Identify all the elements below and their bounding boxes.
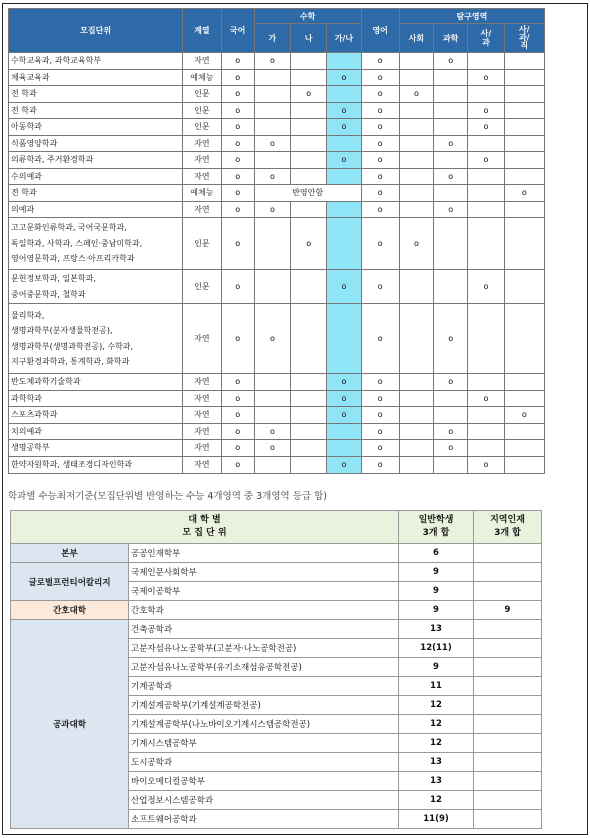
math-gana-mark <box>327 423 361 440</box>
math-ga-mark <box>254 374 290 391</box>
header-math-gana: 가/나 <box>327 24 361 53</box>
regional-score-cell <box>474 639 542 658</box>
social-mark <box>399 69 433 86</box>
unit-cell: 과학학과 <box>9 390 183 407</box>
math-na-mark <box>291 53 327 70</box>
table-row <box>9 86 545 103</box>
department-cell: 소프트웨어공학과 <box>129 810 399 829</box>
table-row <box>9 168 545 185</box>
sa-gwa-mark <box>468 423 504 440</box>
field-cell: 예체능 <box>183 185 221 202</box>
math-ga-mark <box>254 86 290 103</box>
unit-cell: 아동학과 <box>9 119 183 136</box>
math-ga-mark <box>254 456 290 473</box>
unit-cell: 문헌정보학과, 일본학과, 중어중문학과, 철학과 <box>9 270 183 304</box>
table-row <box>9 440 545 457</box>
math-gana-mark <box>327 440 361 457</box>
math-na-mark <box>291 119 327 136</box>
general-score-cell: 13 <box>399 753 474 772</box>
table-row <box>9 390 545 407</box>
sa-gwa-jik-mark <box>504 270 544 304</box>
sa-gwa-mark: o <box>468 390 504 407</box>
table-row <box>11 563 542 582</box>
english-mark: o <box>361 390 399 407</box>
regional-score-cell <box>474 734 542 753</box>
header-sa-gwa-jik: 사/ 과/ 직 <box>504 24 544 53</box>
math-gana-mark: o <box>327 374 361 391</box>
table-row <box>9 374 545 391</box>
math-na-mark <box>291 201 327 218</box>
english-mark: o <box>361 185 399 202</box>
general-score-cell: 13 <box>399 620 474 639</box>
regional-score-cell <box>474 620 542 639</box>
math-na-mark <box>291 69 327 86</box>
general-score-cell: 9 <box>399 658 474 677</box>
regional-score-cell <box>474 753 542 772</box>
header-science: 과학 <box>434 24 468 53</box>
sa-gwa-mark: o <box>468 456 504 473</box>
sa-gwa-jik-mark <box>504 374 544 391</box>
social-mark: o <box>399 218 433 270</box>
table-row <box>9 119 545 136</box>
science-mark <box>434 86 468 103</box>
math-na-mark <box>291 168 327 185</box>
general-score-cell: 9 <box>399 582 474 601</box>
field-cell: 인문 <box>183 102 221 119</box>
field-cell: 자연 <box>183 304 221 374</box>
college-cell: 간호대학 <box>11 601 129 620</box>
table-row <box>9 456 545 473</box>
general-score-cell: 11 <box>399 677 474 696</box>
english-mark: o <box>361 218 399 270</box>
math-gana-mark: o <box>327 456 361 473</box>
header-korean: 국어 <box>221 9 254 53</box>
field-cell: 자연 <box>183 168 221 185</box>
unit-cell: 반도체과학기술학과 <box>9 374 183 391</box>
department-cell: 고분자섬유나노공학부(고분자·나노공학전공) <box>129 639 399 658</box>
sa-gwa-mark <box>468 304 504 374</box>
unit-cell: 의류학과, 주거환경학과 <box>9 152 183 169</box>
college-cell: 본부 <box>11 544 129 563</box>
regional-score-cell <box>474 658 542 677</box>
header-math: 수학 <box>254 9 361 24</box>
korean-mark: o <box>221 390 254 407</box>
math-ga-mark: o <box>254 168 290 185</box>
math-ga-mark <box>254 407 290 424</box>
sa-gwa-mark <box>468 407 504 424</box>
science-mark: o <box>434 423 468 440</box>
header-english: 영어 <box>361 9 399 53</box>
sa-gwa-mark: o <box>468 119 504 136</box>
english-mark: o <box>361 102 399 119</box>
sa-gwa-jik-mark <box>504 53 544 70</box>
regional-score-cell <box>474 772 542 791</box>
sa-gwa-jik-mark <box>504 69 544 86</box>
table-row <box>11 601 542 620</box>
social-mark <box>399 456 433 473</box>
social-mark <box>399 407 433 424</box>
field-cell: 자연 <box>183 423 221 440</box>
unit-cell: 의예과 <box>9 201 183 218</box>
field-cell: 자연 <box>183 374 221 391</box>
math-na-mark <box>291 135 327 152</box>
department-cell: 기계설계공학부(나노바이오기계시스템공학전공) <box>129 715 399 734</box>
field-cell: 자연 <box>183 456 221 473</box>
korean-mark: o <box>221 456 254 473</box>
header-college-unit: 대 학 별 모 집 단 위 <box>11 511 399 544</box>
korean-mark: o <box>221 201 254 218</box>
college-cell: 글로벌프런티어칼리지 <box>11 563 129 601</box>
korean-mark: o <box>221 135 254 152</box>
math-gana-mark <box>327 168 361 185</box>
field-cell: 인문 <box>183 218 221 270</box>
math-na-mark <box>291 374 327 391</box>
science-mark <box>434 218 468 270</box>
korean-mark: o <box>221 102 254 119</box>
science-mark: o <box>434 53 468 70</box>
math-na-mark <box>291 440 327 457</box>
science-mark: o <box>434 374 468 391</box>
field-cell: 자연 <box>183 135 221 152</box>
general-score-cell: 12 <box>399 715 474 734</box>
unit-cell: 전 학과 <box>9 86 183 103</box>
math-gana-mark <box>327 218 361 270</box>
science-mark: o <box>434 135 468 152</box>
english-mark: o <box>361 456 399 473</box>
math-ga-mark <box>254 102 290 119</box>
sa-gwa-jik-mark <box>504 456 544 473</box>
sa-gwa-jik-mark <box>504 423 544 440</box>
unit-cell: 물리학과, 생명과학부(분자생물학전공), 생명과학부(생명과학전공), 수학과, 지구환경과학과, 통계학과, 화학과 <box>9 304 183 374</box>
math-ga-mark: o <box>254 201 290 218</box>
math-gana-mark: o <box>327 69 361 86</box>
sa-gwa-mark <box>468 440 504 457</box>
table-row <box>9 135 545 152</box>
department-cell: 간호학과 <box>129 601 399 620</box>
math-ga-mark <box>254 390 290 407</box>
social-mark <box>399 168 433 185</box>
table-row <box>11 544 542 563</box>
sa-gwa-jik-mark <box>504 119 544 136</box>
general-score-cell: 9 <box>399 601 474 620</box>
field-cell: 자연 <box>183 201 221 218</box>
regional-score-cell <box>474 715 542 734</box>
general-score-cell: 12 <box>399 696 474 715</box>
math-gana-mark: o <box>327 152 361 169</box>
science-mark <box>434 102 468 119</box>
korean-mark: o <box>221 407 254 424</box>
math-ga-mark: o <box>254 440 290 457</box>
math-ga-mark: o <box>254 304 290 374</box>
korean-mark: o <box>221 168 254 185</box>
math-ga-mark <box>254 218 290 270</box>
department-cell: 기계시스템공학부 <box>129 734 399 753</box>
regional-score-cell <box>474 563 542 582</box>
math-gana-mark: o <box>327 102 361 119</box>
sa-gwa-jik-mark <box>504 168 544 185</box>
math-merged-cell: 반영안함 <box>254 185 361 202</box>
korean-mark: o <box>221 53 254 70</box>
header-math-ga: 가 <box>254 24 290 53</box>
science-mark <box>434 270 468 304</box>
english-mark: o <box>361 440 399 457</box>
field-cell: 인문 <box>183 86 221 103</box>
math-gana-mark <box>327 135 361 152</box>
korean-mark: o <box>221 218 254 270</box>
sa-gwa-mark <box>468 86 504 103</box>
science-mark: o <box>434 201 468 218</box>
math-na-mark <box>291 456 327 473</box>
math-na-mark <box>291 270 327 304</box>
table-row <box>9 423 545 440</box>
table-row <box>9 185 545 202</box>
science-mark: o <box>434 440 468 457</box>
general-score-cell: 13 <box>399 772 474 791</box>
sa-gwa-jik-mark <box>504 218 544 270</box>
department-cell: 국제인문사회학부 <box>129 563 399 582</box>
sa-gwa-jik-mark <box>504 440 544 457</box>
table-row <box>9 201 545 218</box>
table-row <box>9 407 545 424</box>
sa-gwa-mark <box>468 135 504 152</box>
field-cell: 인문 <box>183 270 221 304</box>
regional-score-cell <box>474 791 542 810</box>
department-cell: 산업정보시스템공학과 <box>129 791 399 810</box>
sa-gwa-mark <box>468 201 504 218</box>
general-score-cell: 12 <box>399 791 474 810</box>
sa-gwa-mark <box>468 168 504 185</box>
sa-gwa-mark <box>468 185 504 202</box>
unit-cell: 수의예과 <box>9 168 183 185</box>
english-mark: o <box>361 168 399 185</box>
english-mark: o <box>361 304 399 374</box>
sa-gwa-jik-mark <box>504 201 544 218</box>
korean-mark: o <box>221 86 254 103</box>
unit-cell: 치의예과 <box>9 423 183 440</box>
sa-gwa-jik-mark <box>504 135 544 152</box>
social-mark <box>399 390 433 407</box>
math-na-mark <box>291 102 327 119</box>
table-row <box>9 270 545 304</box>
korean-mark: o <box>221 270 254 304</box>
header-sa-gwa: 사/ 과 <box>468 24 504 53</box>
science-mark: o <box>434 304 468 374</box>
math-ga-mark: o <box>254 423 290 440</box>
unit-cell: 전 학과 <box>9 102 183 119</box>
math-na-mark <box>291 390 327 407</box>
social-mark <box>399 102 433 119</box>
header-general: 일반학생 3개 합 <box>399 511 474 544</box>
sa-gwa-jik-mark <box>504 86 544 103</box>
sa-gwa-jik-mark <box>504 304 544 374</box>
english-mark: o <box>361 407 399 424</box>
department-cell: 고분자섬유나노공학부(유기소재섬유공학전공) <box>129 658 399 677</box>
social-mark <box>399 201 433 218</box>
general-score-cell: 12 <box>399 734 474 753</box>
korean-mark: o <box>221 423 254 440</box>
sa-gwa-mark: o <box>468 102 504 119</box>
math-na-mark <box>291 304 327 374</box>
science-mark <box>434 407 468 424</box>
field-cell: 자연 <box>183 440 221 457</box>
social-mark <box>399 119 433 136</box>
department-cell: 기계설계공학부(기계설계공학전공) <box>129 696 399 715</box>
math-gana-mark <box>327 53 361 70</box>
social-mark <box>399 304 433 374</box>
english-mark: o <box>361 53 399 70</box>
science-mark <box>434 390 468 407</box>
korean-mark: o <box>221 119 254 136</box>
minimum-criteria-table <box>10 510 542 829</box>
math-gana-mark: o <box>327 119 361 136</box>
general-score-cell: 6 <box>399 544 474 563</box>
math-gana-mark: o <box>327 270 361 304</box>
department-cell: 국제이공학부 <box>129 582 399 601</box>
unit-cell: 한약자원학과, 생태조경디자인학과 <box>9 456 183 473</box>
science-mark <box>434 119 468 136</box>
social-mark <box>399 152 433 169</box>
math-gana-mark: o <box>327 407 361 424</box>
social-mark <box>399 135 433 152</box>
math-ga-mark: o <box>254 135 290 152</box>
unit-cell: 고고문화인류학과, 국어국문학과, 독일학과, 사학과, 스페인·중남미학과, 영어영문학과, 프랑스·아프리카학과 <box>9 218 183 270</box>
regional-score-cell <box>474 544 542 563</box>
department-cell: 건축공학과 <box>129 620 399 639</box>
english-mark: o <box>361 69 399 86</box>
sa-gwa-mark: o <box>468 152 504 169</box>
field-cell: 자연 <box>183 53 221 70</box>
math-na-mark: o <box>291 86 327 103</box>
math-na-mark: o <box>291 218 327 270</box>
sa-gwa-mark: o <box>468 270 504 304</box>
math-na-mark <box>291 423 327 440</box>
unit-cell: 전 학과 <box>9 185 183 202</box>
social-mark <box>399 270 433 304</box>
department-cell: 공공인재학부 <box>129 544 399 563</box>
science-mark <box>434 69 468 86</box>
english-mark: o <box>361 152 399 169</box>
regional-score-cell <box>474 810 542 829</box>
college-cell: 공과대학 <box>11 620 129 829</box>
table-row <box>9 218 545 270</box>
math-gana-mark <box>327 86 361 103</box>
unit-cell: 수학교육과, 과학교육학부 <box>9 53 183 70</box>
regional-score-cell: 9 <box>474 601 542 620</box>
social-mark: o <box>399 86 433 103</box>
sa-gwa-mark: o <box>468 69 504 86</box>
field-cell: 인문 <box>183 119 221 136</box>
unit-cell: 체육교육과 <box>9 69 183 86</box>
field-cell: 예체능 <box>183 69 221 86</box>
table-row <box>9 304 545 374</box>
sa-gwa-jik-mark <box>504 102 544 119</box>
math-ga-mark <box>254 119 290 136</box>
english-mark: o <box>361 119 399 136</box>
regional-score-cell <box>474 696 542 715</box>
science-mark <box>434 456 468 473</box>
science-mark <box>434 185 468 202</box>
sa-gwa-mark <box>468 53 504 70</box>
general-score-cell: 12(11) <box>399 639 474 658</box>
social-mark <box>399 423 433 440</box>
science-mark: o <box>434 168 468 185</box>
math-gana-mark <box>327 201 361 218</box>
science-mark <box>434 152 468 169</box>
general-score-cell: 9 <box>399 563 474 582</box>
math-ga-mark <box>254 270 290 304</box>
table-row <box>11 620 542 639</box>
sa-gwa-jik-mark: o <box>504 185 544 202</box>
sa-gwa-jik-mark: o <box>504 407 544 424</box>
table-row <box>9 53 545 70</box>
field-cell: 자연 <box>183 152 221 169</box>
social-mark <box>399 374 433 391</box>
sa-gwa-jik-mark <box>504 152 544 169</box>
social-mark <box>399 440 433 457</box>
sa-gwa-jik-mark <box>504 390 544 407</box>
table-row <box>9 69 545 86</box>
header-unit: 모집단위 <box>9 9 183 53</box>
unit-cell: 스포츠과학과 <box>9 407 183 424</box>
field-cell: 자연 <box>183 407 221 424</box>
math-na-mark <box>291 152 327 169</box>
header-field: 계열 <box>183 9 221 53</box>
table-row <box>9 102 545 119</box>
department-cell: 바이오메디컬공학부 <box>129 772 399 791</box>
korean-mark: o <box>221 304 254 374</box>
math-ga-mark: o <box>254 53 290 70</box>
table-row <box>9 152 545 169</box>
english-mark: o <box>361 270 399 304</box>
department-cell: 도시공학과 <box>129 753 399 772</box>
sa-gwa-mark <box>468 218 504 270</box>
korean-mark: o <box>221 152 254 169</box>
field-cell: 자연 <box>183 390 221 407</box>
department-cell: 기계공학과 <box>129 677 399 696</box>
general-score-cell: 11(9) <box>399 810 474 829</box>
math-ga-mark <box>254 152 290 169</box>
math-ga-mark <box>254 69 290 86</box>
english-mark: o <box>361 86 399 103</box>
english-mark: o <box>361 423 399 440</box>
regional-score-cell <box>474 677 542 696</box>
unit-cell: 식품영양학과 <box>9 135 183 152</box>
header-regional: 지역인재 3개 합 <box>474 511 542 544</box>
reflection-table <box>8 8 545 474</box>
korean-mark: o <box>221 185 254 202</box>
header-math-na: 나 <box>291 24 327 53</box>
math-na-mark <box>291 407 327 424</box>
unit-cell: 생명공학부 <box>9 440 183 457</box>
english-mark: o <box>361 374 399 391</box>
header-social: 사회 <box>399 24 433 53</box>
math-gana-mark: o <box>327 390 361 407</box>
korean-mark: o <box>221 374 254 391</box>
minimum-criteria-note: 학과별 수능최저기준(모집단위별 반영하는 수능 4개영역 중 3개영역 등급 합) <box>8 491 327 502</box>
korean-mark: o <box>221 440 254 457</box>
social-mark <box>399 185 433 202</box>
regional-score-cell <box>474 582 542 601</box>
english-mark: o <box>361 201 399 218</box>
english-mark: o <box>361 135 399 152</box>
social-mark <box>399 53 433 70</box>
header-inquiry: 탐구영역 <box>399 9 544 24</box>
sa-gwa-mark <box>468 374 504 391</box>
math-gana-mark <box>327 304 361 374</box>
korean-mark: o <box>221 69 254 86</box>
